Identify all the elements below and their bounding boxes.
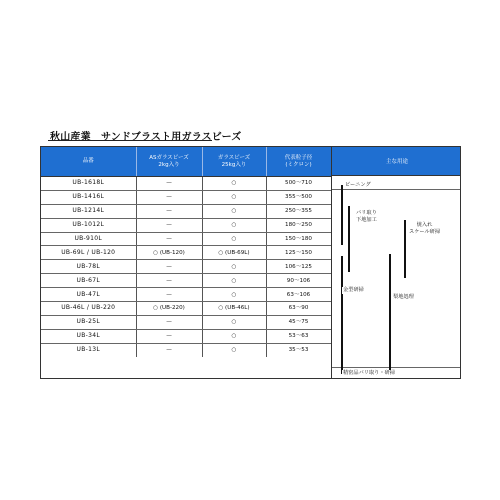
spec-table [41, 147, 332, 357]
as-beads-cell: — [136, 343, 202, 356]
table-row [41, 218, 331, 232]
grain-size-cell: 125〜150 [266, 246, 331, 260]
glass-beads-cell: ○ (UB-69L) [202, 246, 266, 260]
range-line-deburring [348, 206, 350, 272]
range-line-scale [404, 220, 406, 278]
as-beads-cell: — [136, 218, 202, 232]
header-glass-beads: ガラスビーズ 25kg入り [202, 147, 266, 177]
use-mold-cleaning: 金型研掃 [343, 287, 364, 293]
as-beads-cell: — [136, 274, 202, 288]
glass-beads-cell: ○ [202, 315, 266, 329]
as-beads-cell: — [136, 177, 202, 191]
use-satin-finish: 梨地処理 [393, 294, 414, 300]
as-beads-cell: — [136, 232, 202, 246]
table-row [41, 232, 331, 246]
table-row [41, 315, 331, 329]
model-cell: UB-67L [41, 274, 136, 288]
model-cell: UB-1214L [41, 204, 136, 218]
range-line-peening [341, 185, 343, 245]
glass-beads-cell: ○ [202, 190, 266, 204]
model-cell: UB-13L [41, 343, 136, 356]
as-beads-cell: — [136, 204, 202, 218]
use-precision-deburring: 精密品バリ取り・研掃 [343, 370, 395, 376]
header-grain-size: 代表粒子径 (ミクロン) [266, 147, 331, 177]
model-cell: UB-1012L [41, 218, 136, 232]
model-cell: UB-910L [41, 232, 136, 246]
glass-beads-cell: ○ [202, 204, 266, 218]
page-title: 秋山産業 サンドブラスト用ガラスビーズ [50, 132, 242, 143]
glass-beads-cell: ○ [202, 288, 266, 302]
grain-size-cell: 53〜63 [266, 329, 331, 343]
as-beads-cell: — [136, 190, 202, 204]
glass-beads-cell: ○ [202, 343, 266, 356]
grain-size-cell: 106〜125 [266, 260, 331, 274]
grain-size-cell: 35〜53 [266, 343, 331, 356]
header-model: 品番 [41, 147, 136, 177]
model-cell: UB-78L [41, 260, 136, 274]
grain-size-cell: 180〜250 [266, 218, 331, 232]
table-row [41, 204, 331, 218]
uses-divider [332, 189, 461, 190]
as-beads-cell: ○ (UB-220) [136, 302, 202, 316]
as-beads-cell: — [136, 288, 202, 302]
model-cell: UB-34L [41, 329, 136, 343]
use-peening: ピーニング [345, 182, 371, 188]
spec-sheet [40, 146, 461, 379]
as-beads-cell: — [136, 329, 202, 343]
table-row [41, 329, 331, 343]
model-cell: UB-25L [41, 315, 136, 329]
grain-size-cell: 45〜75 [266, 315, 331, 329]
glass-beads-cell: ○ [202, 260, 266, 274]
table-row [41, 274, 331, 288]
use-scale-cleaning: 焼入れ スケール研掃 [409, 222, 441, 235]
uses-divider [332, 367, 461, 368]
model-cell: UB-1416L [41, 190, 136, 204]
uses-column [331, 176, 461, 379]
table-row [41, 177, 331, 191]
as-beads-cell: — [136, 315, 202, 329]
table-row [41, 260, 331, 274]
grain-size-cell: 63〜90 [266, 302, 331, 316]
grain-size-cell: 250〜355 [266, 204, 331, 218]
grain-size-cell: 500〜710 [266, 177, 331, 191]
title-underline [48, 140, 212, 141]
glass-beads-cell: ○ (UB-46L) [202, 302, 266, 316]
grain-size-cell: 63〜106 [266, 288, 331, 302]
glass-beads-cell: ○ [202, 218, 266, 232]
model-cell: UB-47L [41, 288, 136, 302]
table-row [41, 343, 331, 356]
model-cell: UB-1618L [41, 177, 136, 191]
table-header-row [41, 147, 331, 177]
range-line-mold [341, 256, 343, 374]
use-deburring: バリ取り 下地加工 [356, 210, 377, 223]
grain-size-cell: 90〜106 [266, 274, 331, 288]
header-as-beads: ASガラスビーズ 2kg入り [136, 147, 202, 177]
as-beads-cell: ○ (UB-120) [136, 246, 202, 260]
glass-beads-cell: ○ [202, 274, 266, 288]
grain-size-cell: 355〜500 [266, 190, 331, 204]
table-row [41, 190, 331, 204]
table-row [41, 288, 331, 302]
range-line-satin [389, 254, 391, 374]
grain-size-cell: 150〜180 [266, 232, 331, 246]
table-row [41, 246, 331, 260]
as-beads-cell: — [136, 260, 202, 274]
table-row [41, 302, 331, 316]
header-uses: 主な用途 [331, 147, 461, 176]
model-cell: UB-46L / UB-220 [41, 302, 136, 316]
glass-beads-cell: ○ [202, 329, 266, 343]
model-cell: UB-69L / UB-120 [41, 246, 136, 260]
glass-beads-cell: ○ [202, 177, 266, 191]
glass-beads-cell: ○ [202, 232, 266, 246]
